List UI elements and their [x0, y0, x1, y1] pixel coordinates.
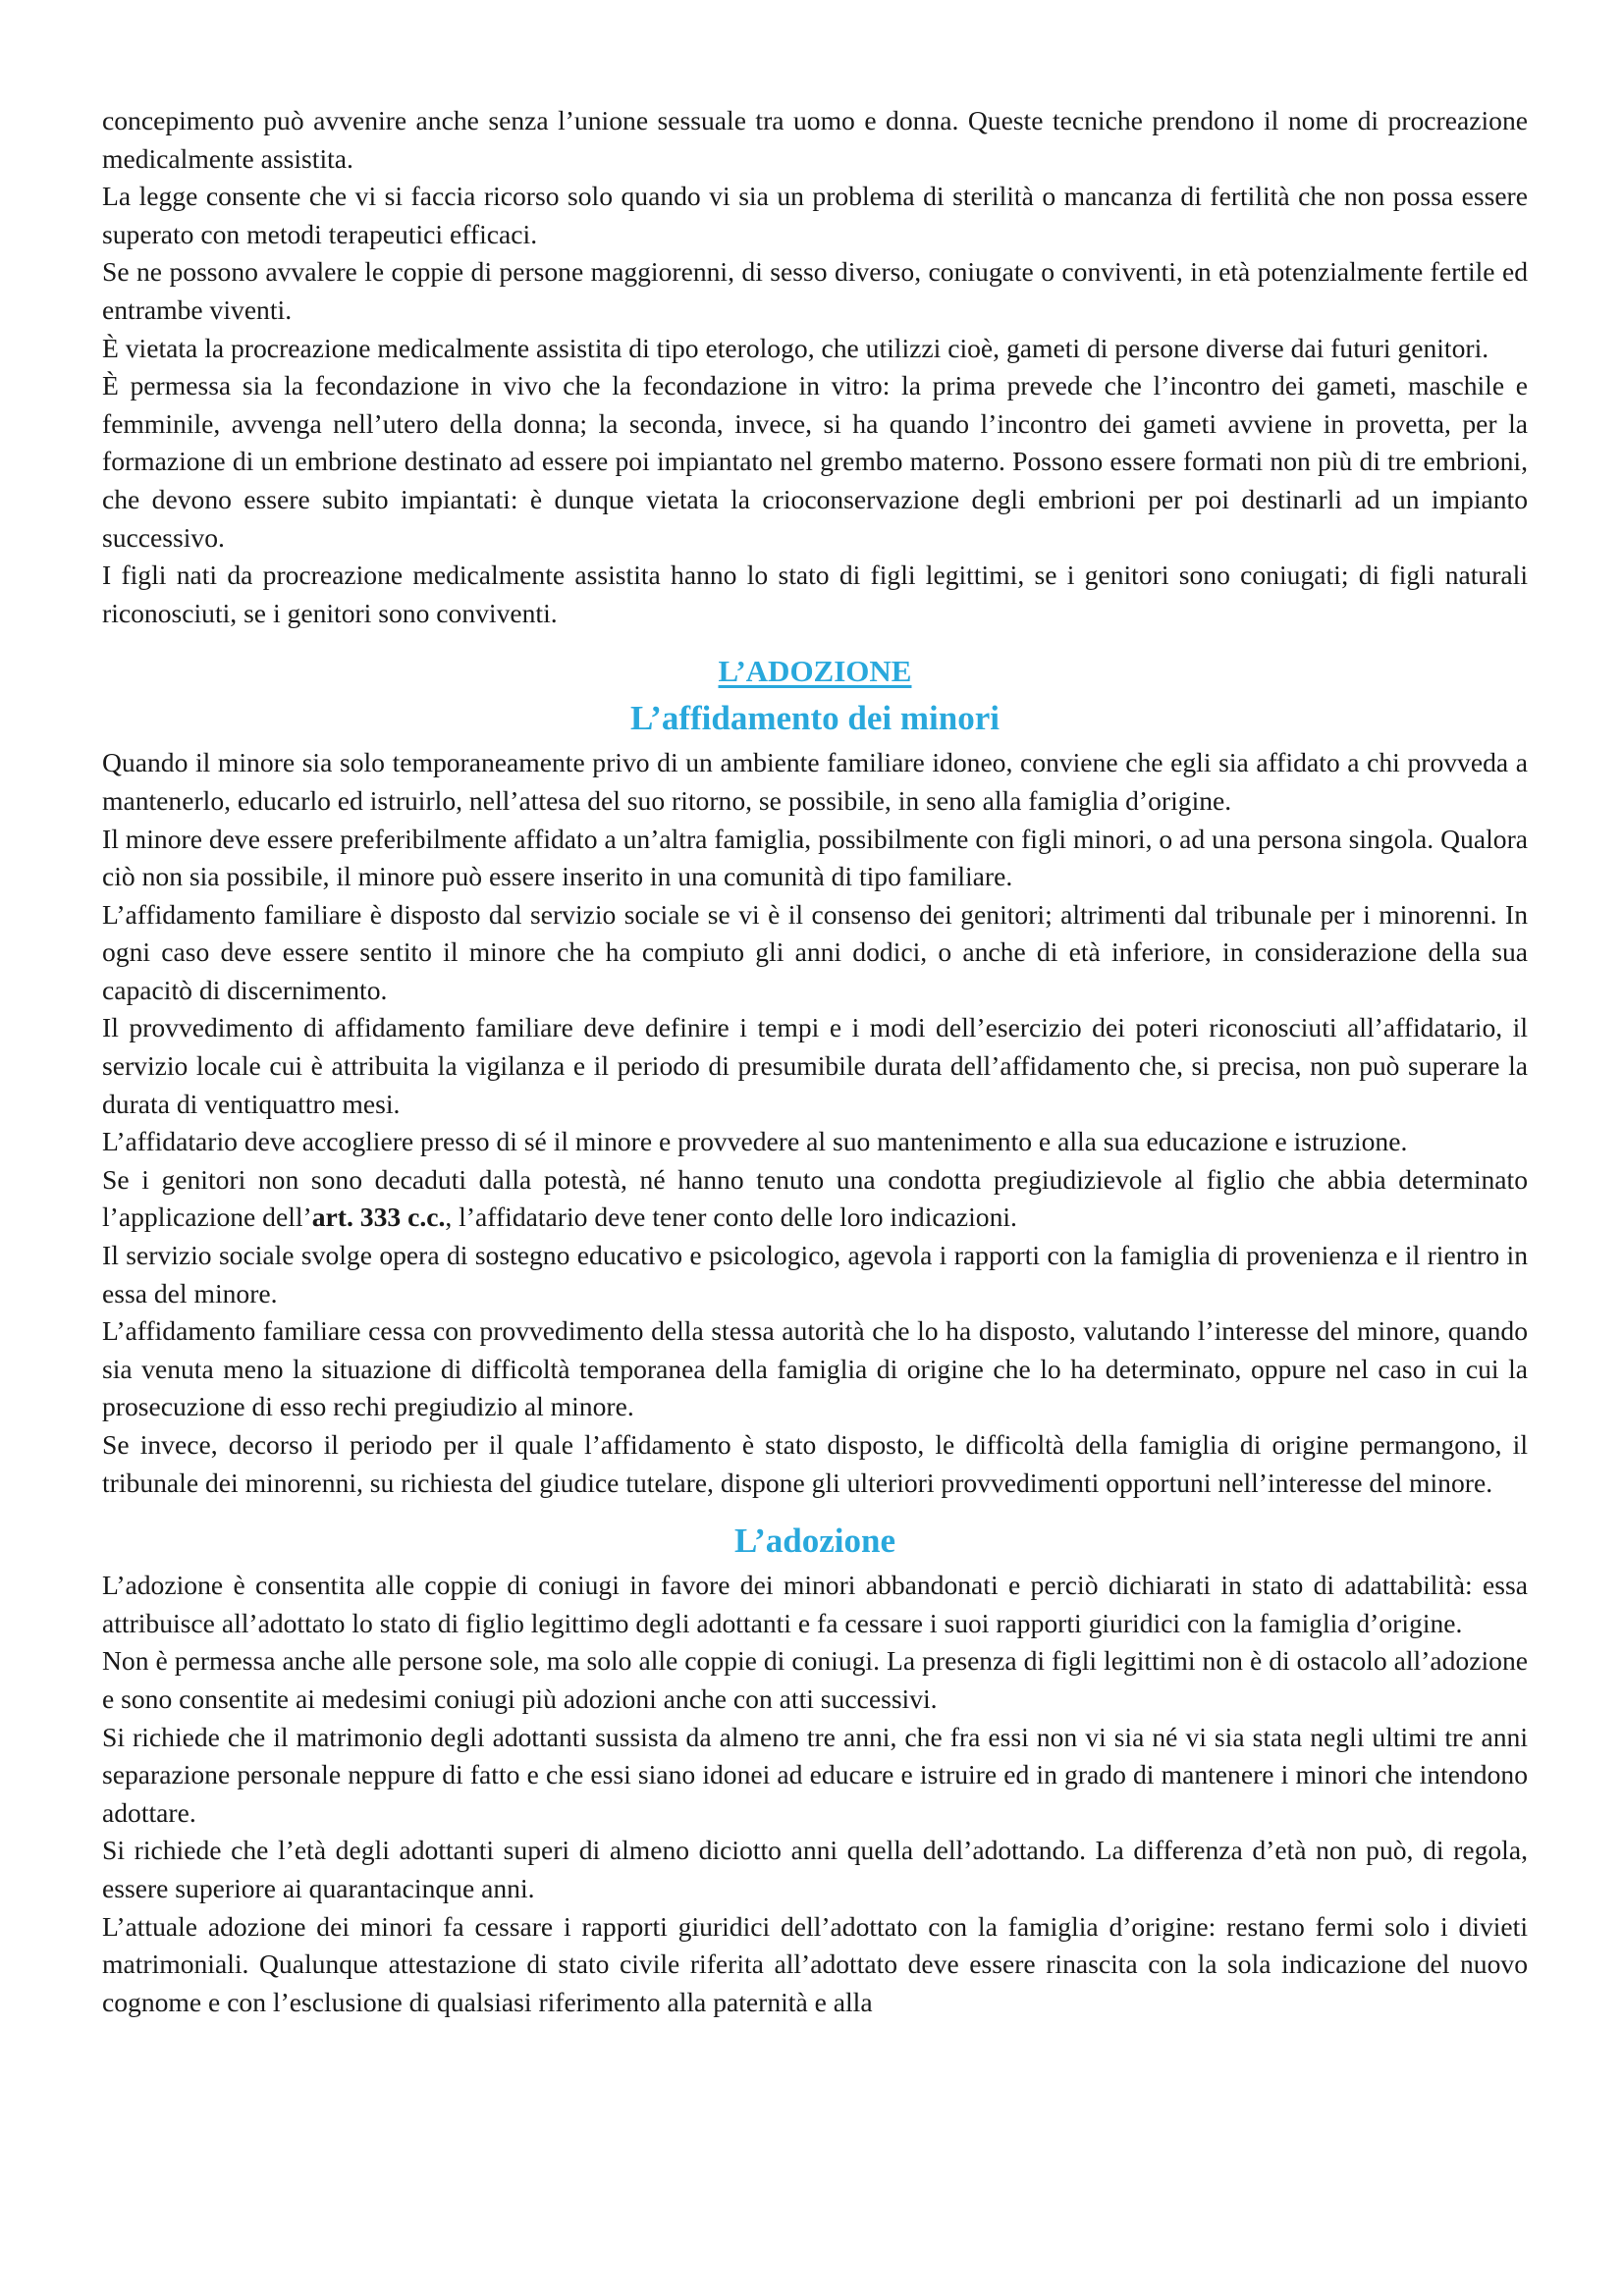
paragraph: Si richiede che il matrimonio degli adottanti sussista da almeno tre anni, che fra essi non vi sia né vi sia stata negli ultimi tre anni separazione personale neppure di fatto e che essi siano idonei ad educare e istruire ed in grado di mantenere i minori che intendono adottare.	[102, 1721, 1528, 1828]
paragraph: Non è permessa anche alle persone sole, ma solo alle coppie di coniugi. La presenza di figli legittimi non è di ostacolo all’adozione e sono consentite ai medesimi coniugi più adozioni anche con atti successivi.	[102, 1645, 1528, 1714]
paragraph: È permessa sia la fecondazione in vivo che la fecondazione in vitro: la prima prevede che l’incontro dei gameti, maschile e femminile, avvenga nell’utero della donna; la seconda, invece, si ha quando l’incontro dei gameti avviene in provetta, per la formazione di un embrione destinato ad essere poi impiantato nel grembo materno. Possono essere formati non più di tre embrioni, che devono essere subito impiantati: è dunque vietata la crioconservazione degli embrioni per poi destinarli ad un impianto successivo.	[102, 370, 1528, 553]
subsection-title-affidamento: L’affidamento dei minori	[630, 699, 1000, 738]
paragraph-text: , l’affidatario deve tener conto delle loro indicazioni.	[445, 1201, 1017, 1233]
paragraph-text: Se i genitori non sono decaduti dalla potestà, né hanno tenuto una condotta pregiudizievole al figlio che abbia determinato l’applicazione dell’	[102, 1163, 1528, 1233]
paragraph: Quando il minore sia solo temporaneamente privo di un ambiente familiare idoneo, conviene che egli sia affidato a chi provveda a mantenerlo, educarlo ed istruirlo, nell’attesa del suo ritorno, se possibile, in seno alla famiglia d’origine.	[102, 747, 1528, 816]
article-reference: art. 333 c.c.	[311, 1201, 446, 1233]
paragraph: I figli nati da procreazione medicalmente assistita hanno lo stato di figli legittimi, se i genitori sono coniugati; di figli naturali riconosciuti, se i genitori sono conviventi.	[102, 560, 1528, 628]
paragraph-with-article-reference	[102, 1161, 1528, 1237]
paragraph: L’affidamento familiare è disposto dal servizio sociale se vi è il consenso dei genitori; altrimenti dal tribunale per i minorenni. In ogni caso deve essere sentito il minore che ha compiuto gli anni dodici, o anche di età inferiore, in considerazione della sua capacitò di discernimento.	[102, 898, 1528, 1005]
section-title: L’ADOZIONE	[718, 654, 912, 689]
paragraph: concepimento può avvenire anche senza l’unione sessuale tra uomo e donna. Queste tecniche prendono il nome di procreazione medicalmente assistita.	[102, 105, 1528, 174]
paragraph: Si richiede che l’età degli adottanti superi di almeno diciotto anni quella dell’adottando. La differenza d’età non può, di regola, essere superiore ai quarantacinque anni.	[102, 1835, 1528, 1903]
paragraph: L’affidatario deve accogliere presso di sé il minore e provvedere al suo mantenimento e alla sua educazione e istruzione.	[102, 1126, 1408, 1157]
paragraph: Se ne possono avvalere le coppie di persone maggiorenni, di sesso diverso, coniugate o conviventi, in età potenzialmente fertile ed entrambe viventi.	[102, 256, 1528, 325]
document-page	[102, 102, 1528, 2021]
paragraph: La legge consente che vi si faccia ricorso solo quando vi sia un problema di sterilità o mancanza di fertilità che non possa essere superato con metodi terapeutici efficaci.	[102, 181, 1528, 249]
paragraph: Il minore deve essere preferibilmente affidato a un’altra famiglia, possibilmente con figli minori, o ad una persona singola. Qualora ciò non sia possibile, il minore può essere inserito in una comunità di tipo familiare.	[102, 823, 1528, 892]
paragraph: Il servizio sociale svolge opera di sostegno educativo e psicologico, agevola i rapporti con la famiglia di provenienza e il rientro in essa del minore.	[102, 1240, 1528, 1308]
paragraph: L’attuale adozione dei minori fa cessare i rapporti giuridici dell’adottato con la famiglia d’origine: restano fermi solo i divieti matrimoniali. Qualunque attestazione di stato civile riferita all’adottato deve essere rinascita con la sola indicazione del nuovo cognome e con l’esclusione di qualsiasi riferimento alla paternità e alla	[102, 1910, 1528, 2017]
paragraph: Se invece, decorso il periodo per il quale l’affidamento è stato disposto, le difficoltà della famiglia di origine permangono, il tribunale dei minorenni, su richiesta del giudice tutelare, dispone gli ulteriori provvedimenti opportuni nell’interesse del minore.	[102, 1429, 1528, 1498]
subsection-title-adozione: L’adozione	[733, 1522, 895, 1561]
paragraph: L’adozione è consentita alle coppie di coniugi in favore dei minori abbandonati e perciò dichiarati in stato di adattabilità: essa attribuisce all’adottato lo stato di figlio legittimo degli adottanti e fa cessare i suoi rapporti giuridici con la famiglia d’origine.	[102, 1570, 1528, 1638]
paragraph: L’affidamento familiare cessa con provvedimento della stessa autorità che lo ha disposto, valutando l’interesse del minore, quando sia venuta meno la situazione di difficoltà temporanea della famiglia di origine che lo ha determinato, oppure nel caso in cui la prosecuzione di esso rechi pregiudizio al minore.	[102, 1315, 1528, 1422]
paragraph: È vietata la procreazione medicalmente assistita di tipo eterologo, che utilizzi cioè, gameti di persone diverse dai futuri genitori.	[102, 332, 1489, 363]
paragraph: Il provvedimento di affidamento familiare deve definire i tempi e i modi dell’esercizio dei poteri riconosciuti all’affidatario, il servizio locale cui è attribuita la vigilanza e il periodo di presumibile durata dell’affidamento che, si precisa, non può superare la durata di ventiquattro mesi.	[102, 1012, 1528, 1119]
